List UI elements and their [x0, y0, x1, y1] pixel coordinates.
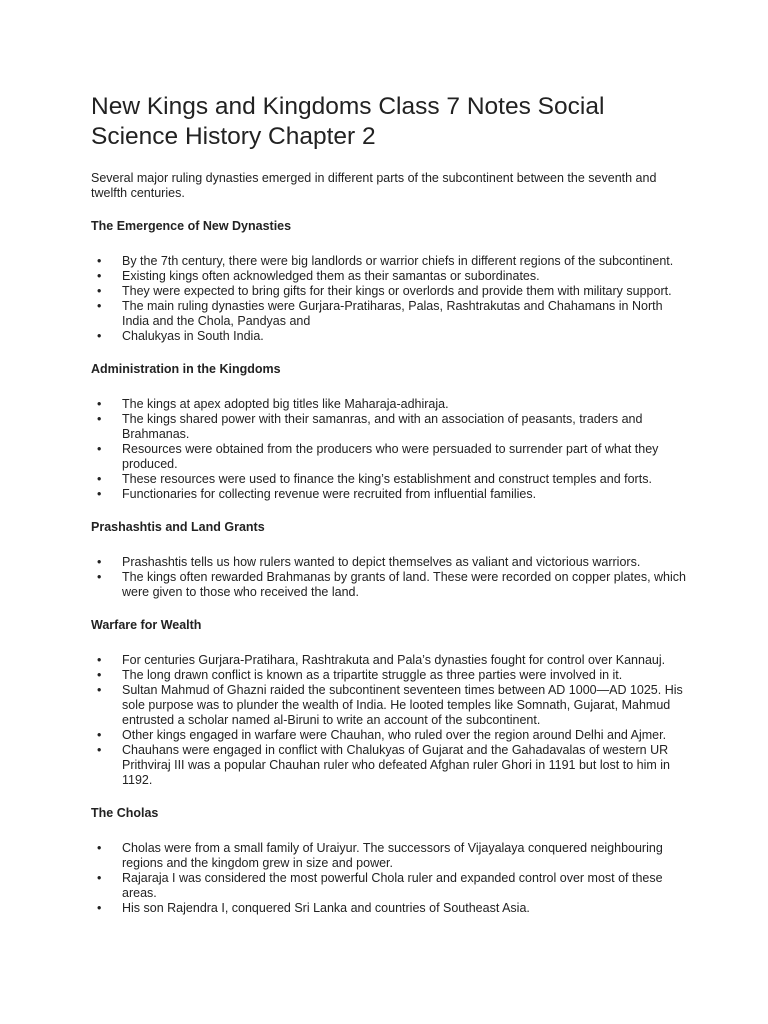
list-item: • For centuries Gurjara-Pratihara, Rashtrakuta and Pala’s dynasties fought for control over Kannauj.: [91, 653, 691, 668]
list-item: • The kings shared power with their samanras, and with an association of peasants, traders and Brahmanas.: [91, 412, 691, 442]
section-heading-warfare: Warfare for Wealth: [91, 618, 202, 632]
list-item: • These resources were used to finance the king’s establishment and construct temples and forts.: [91, 472, 691, 487]
document-page: [91, 92, 691, 934]
list-item: • Chauhans were engaged in conflict with Chalukyas of Gujarat and the Gahadavalas of western UR Prithviraj III was a popular Chauhan ruler who defeated Afghan ruler Ghori in 1191 but lost to him in 1192.: [91, 743, 691, 788]
list-item: • By the 7th century, there were big landlords or warrior chiefs in different regions of the subcontinent.: [91, 254, 691, 269]
list-item: • The long drawn conflict is known as a tripartite struggle as three parties were involved in it.: [91, 668, 691, 683]
list-item: • His son Rajendra I, conquered Sri Lanka and countries of Southeast Asia.: [91, 901, 691, 916]
list-item: • Rajaraja I was considered the most powerful Chola ruler and expanded control over most of these areas.: [91, 871, 691, 901]
list-item: • The kings at apex adopted big titles like Maharaja-adhiraja.: [91, 397, 691, 412]
list-item: • The main ruling dynasties were Gurjara-Pratiharas, Palas, Rashtrakutas and Chahamans in North India and the Chola, Pandyas and: [91, 299, 691, 329]
list-item: • The kings often rewarded Brahmanas by grants of land. These were recorded on copper plates, which were given to those who received the land.: [91, 570, 691, 600]
page-title: New Kings and Kingdoms Class 7 Notes Social Science History Chapter 2: [91, 93, 605, 150]
section-heading-cholas: The Cholas: [91, 806, 159, 820]
section-list-emergence: [91, 254, 691, 344]
section-heading-administration: Administration in the Kingdoms: [91, 362, 281, 376]
list-item: • Cholas were from a small family of Uraiyur. The successors of Vijayalaya conquered neighbouring regions and the kingdom grew in size and power.: [91, 841, 691, 871]
list-item: • Functionaries for collecting revenue were recruited from influential families.: [91, 487, 691, 502]
list-item: • Resources were obtained from the producers who were persuaded to surrender part of what they produced.: [91, 442, 691, 472]
list-item: • Chalukyas in South India.: [91, 329, 691, 344]
intro-paragraph: Several major ruling dynasties emerged in different parts of the subcontinent between the seventh and twelfth centuries.: [91, 171, 657, 200]
section-list-cholas: [91, 841, 691, 916]
section-list-warfare: [91, 653, 691, 788]
list-item: • Other kings engaged in warfare were Chauhan, who ruled over the region around Delhi and Ajmer.: [91, 728, 691, 743]
list-item: • They were expected to bring gifts for their kings or overlords and provide them with military support.: [91, 284, 691, 299]
list-item: • Prashashtis tells us how rulers wanted to depict themselves as valiant and victorious warriors.: [91, 555, 691, 570]
section-list-prashashtis: [91, 555, 691, 600]
section-heading-emergence: The Emergence of New Dynasties: [91, 219, 292, 233]
list-item: • Sultan Mahmud of Ghazni raided the subcontinent seventeen times between AD 1000—AD 1025. His sole purpose was to plunder the wealth of India. He looted temples like Somnath, Gujarat, Mahmud entrusted a scholar named al-Biruni to write an account of the subcontinent.: [91, 683, 691, 728]
section-list-administration: [91, 397, 691, 502]
section-heading-prashashtis: Prashashtis and Land Grants: [91, 520, 265, 534]
list-item: • Existing kings often acknowledged them as their samantas or subordinates.: [91, 269, 691, 284]
